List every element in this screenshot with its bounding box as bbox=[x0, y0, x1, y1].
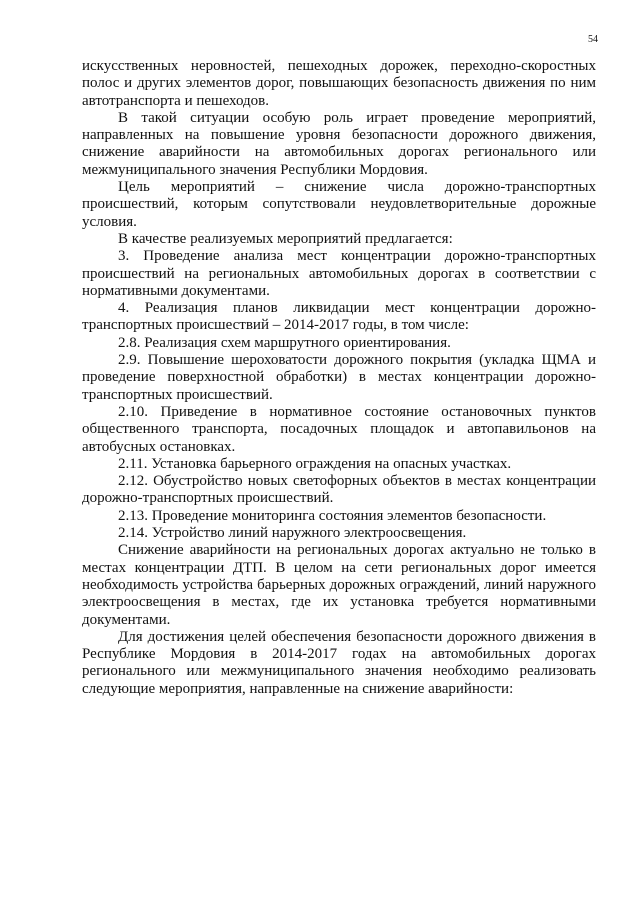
paragraph-14: Снижение аварийности на региональных дорогах актуально не только в местах концентрации ДТП. В целом на сети региональных дорог имеется необходимость устройства барьерных дорожных ограждений, линий наружного электроосвещения в местах, где их установка требуется нормативными документами. bbox=[82, 542, 596, 628]
paragraph-8: 2.9. Повышение шероховатости дорожного покрытия (укладка ЩМА и проведение поверхностной обработки) в местах концентрации дорожно-транспортных происшествий. bbox=[82, 352, 596, 403]
paragraph-10: 2.11. Установка барьерного ограждения на опасных участках. bbox=[118, 455, 512, 472]
paragraph-12: 2.13. Проведение мониторинга состояния элементов безопасности. bbox=[118, 507, 547, 524]
paragraph-5: 3. Проведение анализа мест концентрации дорожно-транспортных происшествий на региональных автомобильных дорогах в соответствии с нормативными документами. bbox=[82, 248, 596, 299]
paragraph-4: В качестве реализуемых мероприятий предлагается: bbox=[118, 230, 453, 247]
paragraph-13: 2.14. Устройство линий наружного электроосвещения. bbox=[118, 525, 467, 542]
document-body bbox=[82, 58, 596, 698]
paragraph-7: 2.8. Реализация схем маршрутного ориентирования. bbox=[118, 334, 451, 351]
page-number: 54 bbox=[588, 34, 598, 45]
paragraph-6: 4. Реализация планов ликвидации мест концентрации дорожно-транспортных происшествий – 2014-2017 годы, в том числе: bbox=[82, 300, 596, 334]
paragraph-1: искусственных неровностей, пешеходных дорожек, переходно-скоростных полос и других элементов дорог, повышающих безопасность движения по ним автотранспорта и пешеходов. bbox=[82, 58, 596, 109]
paragraph-15: Для достижения целей обеспечения безопасности дорожного движения в Республике Мордовия в 2014-2017 годах на автомобильных дорогах регионального или межмуниципального значения необходимо реализовать следующие мероприятия, направленные на снижение аварийности: bbox=[82, 628, 596, 697]
paragraph-11: 2.12. Обустройство новых светофорных объектов в местах концентрации дорожно-транспортных происшествий. bbox=[82, 473, 596, 507]
paragraph-3: Цель мероприятий – снижение числа дорожно-транспортных происшествий, которым сопутствовали неудовлетворительные дорожные условия. bbox=[82, 179, 596, 230]
paragraph-9: 2.10. Приведение в нормативное состояние остановочных пунктов общественного транспорта, посадочных площадок и автопавильонов на автобусных остановках. bbox=[82, 403, 596, 455]
paragraph-2: В такой ситуации особую роль играет проведение мероприятий, направленных на повышение уровня безопасности дорожного движения, снижение аварийности на автомобильных дорогах регионального или межмуниципального значения Республики Мордовия. bbox=[82, 109, 596, 178]
